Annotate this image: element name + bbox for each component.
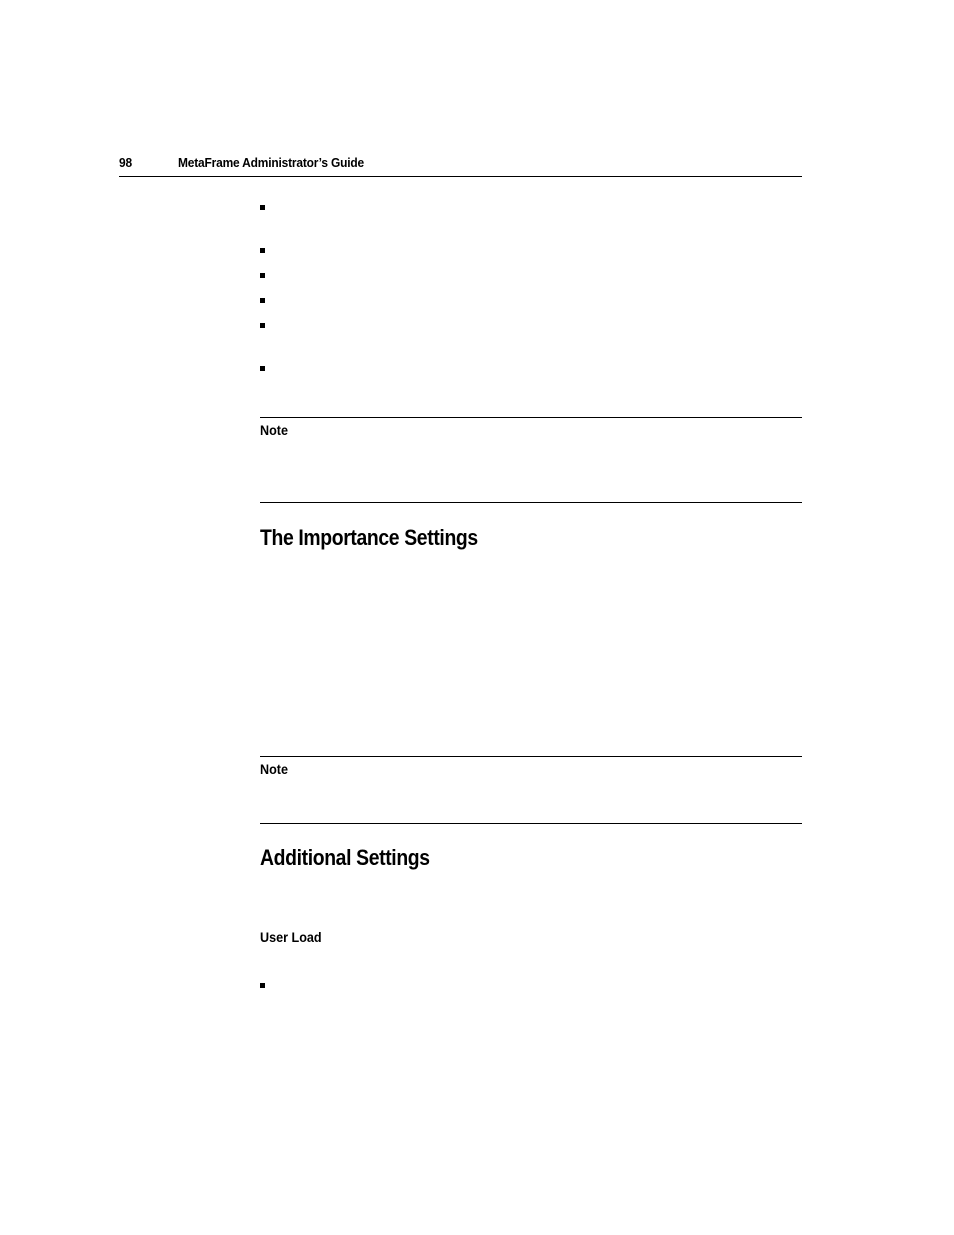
page-number: 98 <box>119 155 132 170</box>
section-heading-importance-settings: The Importance Settings <box>260 525 478 550</box>
note-label: Note <box>260 761 289 777</box>
note-bottom-rule <box>260 823 802 824</box>
bullet-marker <box>260 248 265 253</box>
note-label: Note <box>260 422 289 438</box>
bullet-marker <box>260 298 265 303</box>
subsection-heading-user-load: User Load <box>260 929 322 945</box>
header-rule <box>119 176 802 177</box>
bullet-marker <box>260 205 265 210</box>
running-header-title: MetaFrame Administrator’s Guide <box>178 155 364 170</box>
bullet-marker <box>260 983 265 988</box>
note-top-rule <box>260 417 802 418</box>
bullet-marker <box>260 323 265 328</box>
bullet-marker <box>260 273 265 278</box>
bullet-marker <box>260 366 265 371</box>
note-top-rule <box>260 756 802 757</box>
note-bottom-rule <box>260 502 802 503</box>
section-heading-additional-settings: Additional Settings <box>260 845 430 870</box>
